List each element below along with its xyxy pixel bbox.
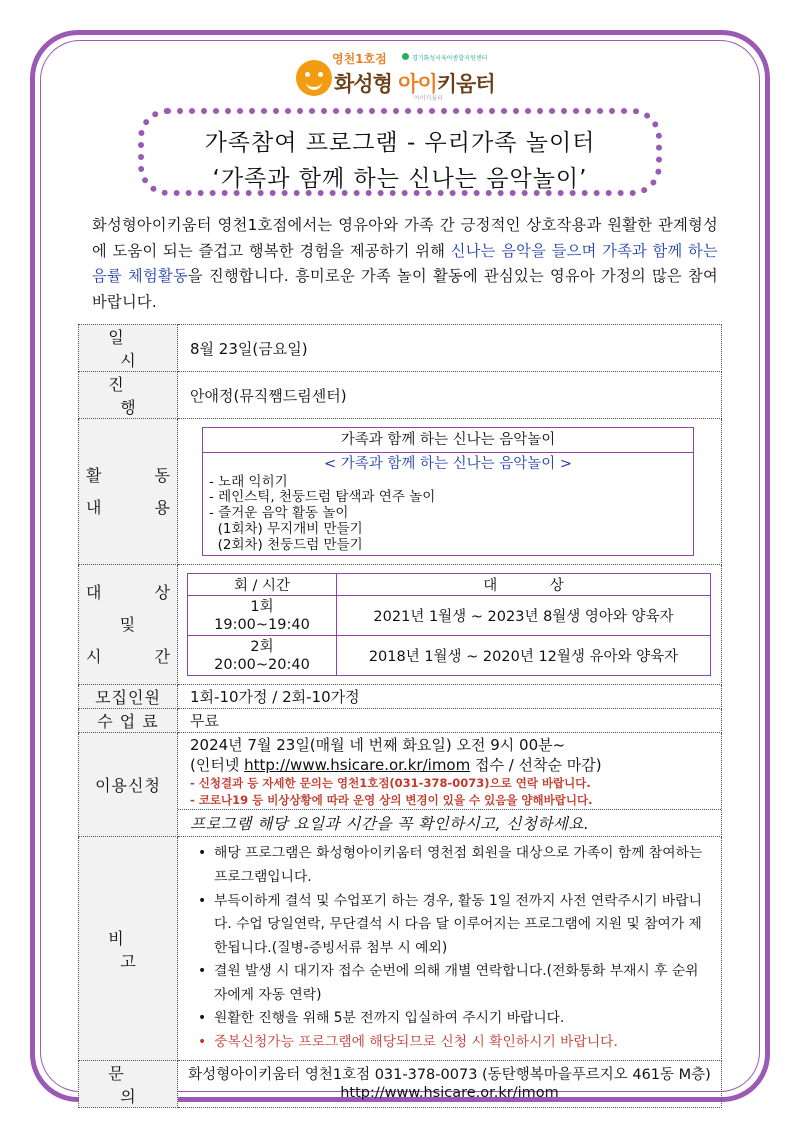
title-line-1: 가족참여 프로그램 - 우리가족 놀이터 bbox=[204, 130, 596, 156]
logo bbox=[296, 50, 526, 102]
remark-item: • 부득이하게 결석 및 수업포기 하는 경우, 활동 1일 전까지 사전 연락주시기 바랍니다. 수업 당일연락, 무단결석 시 다음 달 이루어지는 프로그램에 지원 및 참여가 제한됩니다.(질병-증빙서류 첨부 시 예외) bbox=[198, 890, 709, 961]
target-group: 2021년 1월생 ~ 2023년 8월생 영아와 양육자 bbox=[337, 596, 711, 636]
value-activity bbox=[178, 419, 722, 565]
label-target bbox=[79, 565, 194, 685]
label-target-2: 및 bbox=[119, 614, 137, 634]
row-remarks bbox=[79, 837, 722, 1061]
target-col-target-text: 대 상 bbox=[483, 578, 588, 594]
remark-item: • 결원 발생 시 대기자 접수 순번에 의해 개별 연락합니다.(전화통화 부재시 후 순위자에게 자동 연락) bbox=[198, 960, 709, 1007]
label-contact bbox=[79, 1061, 178, 1108]
activity-item: - 레인스틱, 천둥드럼 탐색과 연주 놀이 bbox=[209, 489, 436, 506]
value-remarks bbox=[178, 837, 722, 1061]
target-session-cell bbox=[188, 596, 337, 636]
remarks-list bbox=[178, 842, 721, 1054]
label-capacity: 모집인원 bbox=[79, 685, 178, 709]
remark-item-red: • 중복신청가능 프로그램에 해당되므로 신청 시 확인하시기 바랍니다. bbox=[198, 1031, 709, 1055]
apply-note-2: - 코로나19 등 비상상황에 따라 운영 상의 변경이 있을 수 있음을 양해바랍니다. bbox=[190, 793, 593, 807]
value-date: 8월 23일(금요일) bbox=[178, 325, 722, 372]
logo-name-2: 아이 bbox=[398, 72, 437, 96]
value-target bbox=[178, 565, 722, 685]
apply-note-1: - 신청결과 등 자세한 문의는 영천1호점(031-378-0073)으로 연락 바랍니다. bbox=[190, 776, 591, 790]
activity-item: - 노래 익히기 bbox=[209, 473, 288, 490]
target-table bbox=[187, 573, 711, 676]
row-activity bbox=[79, 419, 722, 565]
row-apply bbox=[79, 733, 722, 837]
label-fee: 수 업 료 bbox=[79, 709, 178, 733]
activity-subheader: < 가족과 함께 하는 신나는 음악놀이 > bbox=[323, 455, 573, 472]
label-activity-2: 내 용 bbox=[86, 497, 194, 517]
info-table bbox=[78, 324, 722, 1108]
label-target-3: 시 간 bbox=[86, 646, 194, 666]
value-host: 안애정(뮤직쨈드림센터) bbox=[178, 372, 722, 419]
remark-item: • 해당 프로그램은 화성형아이키움터 영천점 회원을 대상으로 가족이 함께 참여하는 프로그램입니다. bbox=[198, 842, 709, 889]
intro-text-1: 화성형아이키움터 영천1호점에서는 영유아와 가족 간 긍정적인 상호작용과 원활한 관계형성에 도움이 되는 즐겁고 행복한 경험을 제공하기 위해 bbox=[92, 216, 718, 260]
org-dot-icon bbox=[402, 53, 409, 60]
label-activity-1: 활 동 bbox=[86, 465, 194, 485]
apply-online bbox=[190, 755, 721, 775]
value-fee: 무료 bbox=[178, 709, 722, 733]
label-host-text: 진 행 bbox=[108, 375, 160, 417]
label-contact-text: 문 의 bbox=[108, 1064, 160, 1106]
target-col-target bbox=[337, 574, 711, 596]
target-row bbox=[188, 636, 711, 676]
apply-date: 2024년 7월 23일(매월 네 번째 화요일) 오전 9시 00분~ bbox=[190, 736, 566, 754]
label-remarks bbox=[79, 837, 178, 1061]
intro-highlight: 신나는 음악을 들으며 가족과 함께 하는 음률 체험활동 bbox=[92, 241, 718, 285]
row-capacity bbox=[79, 685, 722, 709]
apply-notice: 프로그램 해당 요일과 시간을 꼭 확인하시고, 신청하세요. bbox=[178, 809, 721, 834]
label-date bbox=[79, 325, 178, 372]
remark-item: • 원활한 진행을 위해 5분 전까지 입실하여 주시기 바랍니다. bbox=[198, 1007, 709, 1031]
activity-item: (2회차) 천둥드럼 만들기 bbox=[209, 536, 363, 553]
target-col-session: 회 / 시간 bbox=[188, 574, 337, 596]
apply-link[interactable]: http://www.hsicare.or.kr/imom bbox=[244, 756, 471, 774]
value-contact bbox=[178, 1061, 722, 1108]
contact-url: http://www.hsicare.or.kr/imom bbox=[340, 1085, 559, 1101]
intro-text-2: 을 진행합니다. 흥미로운 가족 놀이 활동에 관심있는 영유아 가정의 많은 참여 바랍니다. bbox=[92, 267, 718, 311]
activity-item: - 즐거운 음악 활동 놀이 bbox=[209, 505, 349, 522]
target-row bbox=[188, 596, 711, 636]
label-date-text: 일 시 bbox=[108, 328, 160, 370]
label-host bbox=[79, 372, 178, 419]
label-remarks-text: 비 고 bbox=[108, 928, 160, 971]
row-host bbox=[79, 372, 722, 419]
target-group: 2018년 1월생 ~ 2020년 12월생 유아와 양육자 bbox=[337, 636, 711, 676]
apply-online-post: 접수 / 선착순 마감) bbox=[470, 756, 602, 774]
value-apply bbox=[178, 733, 722, 837]
title-line-2: ‘가족과 함께 하는 신나는 음악놀이’ bbox=[212, 166, 588, 192]
target-session: 1회 bbox=[250, 598, 274, 615]
contact-info: 화성형아이키움터 영천1호점 031-378-0073 (동탄행복마을푸르지오 461동 M층) bbox=[188, 1067, 711, 1083]
row-target bbox=[79, 565, 722, 685]
value-capacity: 1회-10가정 / 2회-10가정 bbox=[178, 685, 722, 709]
target-session: 2회 bbox=[250, 638, 274, 655]
logo-branch: 영천1호점 bbox=[332, 52, 387, 66]
activity-header: 가족과 함께 하는 신나는 음악놀이 bbox=[203, 428, 693, 453]
target-header-row bbox=[188, 574, 711, 596]
label-target-1: 대 상 bbox=[86, 582, 194, 602]
logo-name-3: 키움터 bbox=[436, 72, 495, 96]
label-activity bbox=[79, 419, 194, 565]
row-fee bbox=[79, 709, 722, 733]
target-session-cell bbox=[188, 636, 337, 676]
target-time: 20:00~20:40 bbox=[214, 656, 310, 673]
label-apply: 이용신청 bbox=[79, 733, 178, 837]
logo-tag: 아이키움터 bbox=[414, 95, 443, 102]
target-time: 19:00~19:40 bbox=[214, 616, 310, 633]
row-date bbox=[79, 325, 722, 372]
activity-box bbox=[202, 427, 694, 557]
title-box bbox=[138, 108, 662, 196]
apply-online-pre: (인터넷 bbox=[190, 756, 245, 774]
logo-org: 경기화성시육아종합지원센터 bbox=[412, 55, 488, 62]
smiley-face-icon bbox=[296, 60, 332, 96]
activity-item: (1회차) 무지개비 만들기 bbox=[209, 520, 363, 537]
intro-paragraph bbox=[92, 213, 718, 315]
logo-name-1: 화성형 bbox=[334, 72, 399, 96]
row-contact bbox=[79, 1061, 722, 1108]
